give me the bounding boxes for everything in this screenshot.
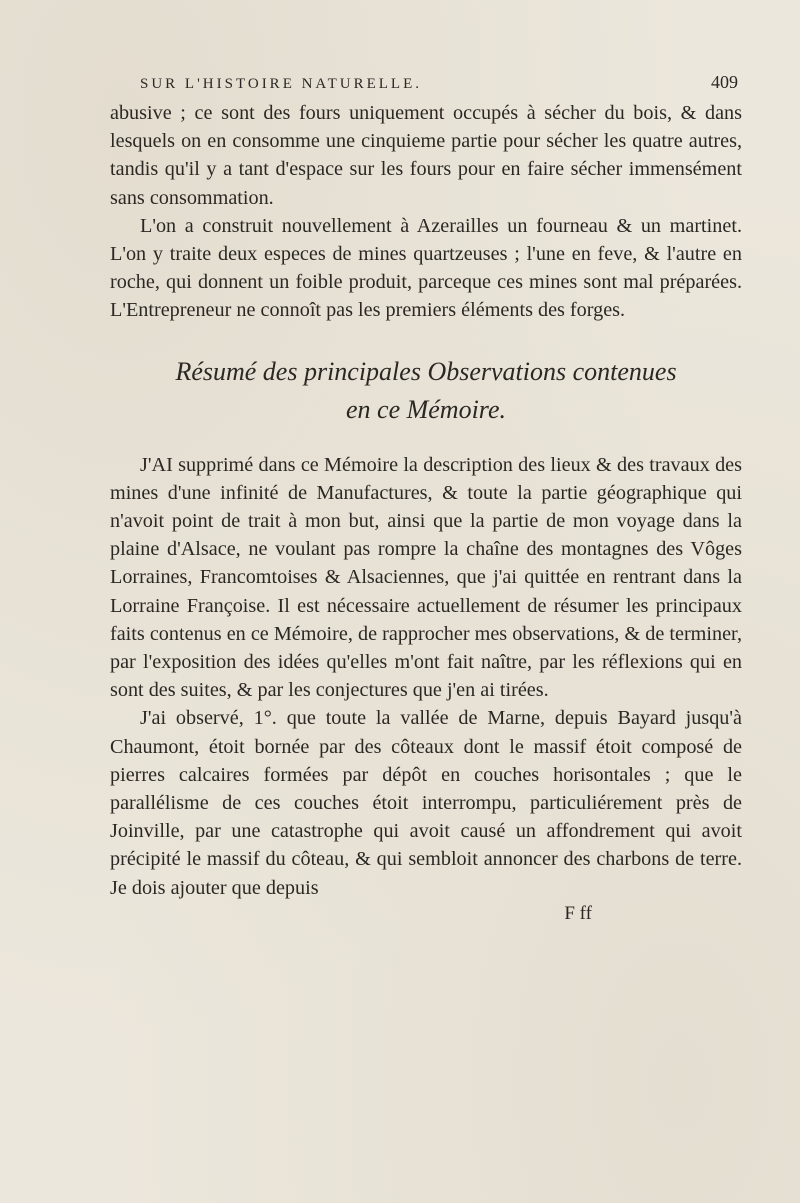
- section-heading-line-1: Résumé des principales Observations contenues: [175, 356, 677, 386]
- body-text: [110, 99, 742, 926]
- paragraph-continuation: abusive ; ce sont des fours uniquement occupés à sécher du bois, & dans lesquels on en consomme une cinquieme partie pour sécher les quatre autres, tandis qu'il y a tant d'espace sur les fours pour en faire sécher immensément sans consommation.: [110, 102, 742, 209]
- paragraph-observation-1: J'ai observé, 1°. que toute la vallée de Marne, depuis Bayard jusqu'à Chaumont, étoit bornée par des côteaux dont le massif étoit composé de pierres calcaires formées par dépôt en couches horisontales ; que le parallélisme de ces couches étoit interrompu, particuliérement près de Joinville, par une catastrophe qui avoit causé un affondrement qui avoit précipité le massif du côteau, & qui sembloit annoncer des charbons de terre. Je dois ajouter que depuis: [110, 707, 742, 899]
- page-number: 409: [711, 72, 738, 92]
- section-heading: [110, 353, 742, 429]
- paragraph-azerailles: L'on a construit nouvellement à Azerailles un fourneau & un martinet. L'on y traite deux especes de mines quartzeuses ; l'une en feve, & l'autre en roche, qui donnent un foible produit, parceque ces mines sont mal préparées. L'Entrepreneur ne connoît pas les premiers éléments des forges.: [110, 214, 742, 322]
- running-head: [110, 72, 742, 93]
- running-head-title: SUR L'HISTOIRE NATURELLE.: [140, 76, 423, 92]
- section-heading-line-2: en ce Mémoire.: [345, 394, 506, 424]
- signature-mark: F ff: [564, 902, 592, 924]
- paragraph-introduction: J'AI supprimé dans ce Mémoire la description des lieux & des travaux des mines d'une infinité de Manufactures, & toute la partie géographique qui n'avoit point de trait à mon but, ainsi que la partie de mon voyage dans la plaine d'Alsace, ne voulant pas rompre la chaîne des montagnes des Vôges Lorraines, Francomtoises & Alsaciennes, que j'ai quittée en rentrant dans la Lorraine Françoise. Il est nécessaire actuellement de résumer les principaux faits contenus en ce Mémoire, de rapprocher mes observations, & de terminer, par l'exposition des idées qu'elles m'ont fait naître, par les réflexions qui en sont des suites, & par les conjectures que j'en ai tirées.: [110, 453, 742, 702]
